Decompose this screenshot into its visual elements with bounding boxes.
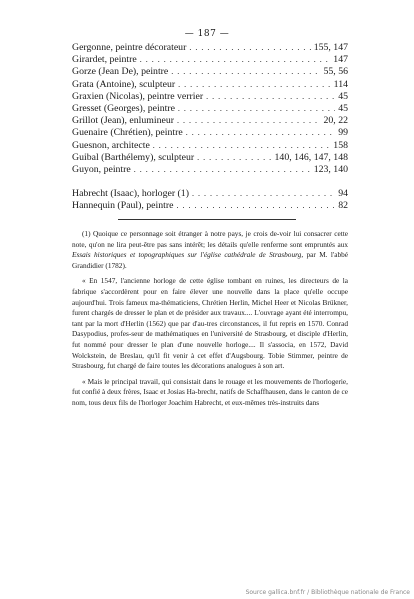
entry-name: Habrecht (Isaac), horloger (1) (72, 188, 189, 200)
entry-pages: 114 (333, 78, 348, 90)
separator-rule (118, 219, 296, 220)
footnote-paragraph (72, 229, 348, 271)
entry-pages: 94 (338, 188, 348, 200)
entry-pages: 155, 147 (313, 42, 348, 53)
page-number: — 187 — (184, 29, 230, 39)
entry-name: Guesnon, architecte (72, 139, 150, 151)
entry-name: Graxien (Nicolas), peintre verrier (72, 90, 204, 102)
cited-work-title: Essais historiques et topographiques sur l'église cathédrale de Strasbourg (72, 250, 302, 260)
entry-name: Gresset (Georges), peintre (72, 102, 175, 114)
index-entry (72, 164, 348, 176)
index-entry (72, 42, 348, 54)
index-entry (72, 127, 348, 139)
entry-name: Guyon, peintre (72, 163, 131, 175)
footnote-block (72, 229, 348, 414)
index-list (72, 42, 348, 212)
index-entry (72, 79, 348, 91)
entry-pages: 20, 22 (323, 115, 348, 127)
index-entry (72, 103, 348, 115)
source-credit: Source gallica.bnf.fr / Bibliothèque nationale de France (245, 589, 410, 596)
footnote-text: , par M. l'abbé Grandidier (1782). (72, 250, 348, 270)
index-entry (72, 54, 348, 66)
entry-name: Guibal (Barthélemy), sculpteur (72, 151, 195, 163)
index-entry (72, 140, 348, 152)
entry-name: Gorze (Jean De), peintre (72, 66, 169, 78)
index-entry (72, 152, 348, 164)
entry-pages: 147 (333, 54, 348, 66)
index-entry (72, 91, 348, 103)
entry-pages: 158 (333, 139, 348, 151)
entry-name: Grata (Antoine), sculpteur (72, 78, 176, 90)
entry-pages: 123, 140 (313, 163, 348, 175)
entry-name: Gergonne, peintre décorateur (72, 42, 187, 53)
entry-pages: 140, 146, 147, 148 (274, 151, 348, 163)
entry-pages: 82 (338, 200, 348, 212)
entry-pages: 55, 56 (323, 66, 348, 78)
entry-name: Grillot (Jean), enlumineur (72, 115, 175, 127)
index-entry (72, 200, 348, 212)
footnote-paragraph: « Mais le principal travail, qui consistait dans le rouage et les mouvements de l'horlogerie, fut confié à deux frères, Isaac et Josias Ha-brecht, natifs de Schaffhausen, dans le canton de ce nom, tous deux fils de l'horloger Joachim Habrecht, et eux-mêmes très-instruits dans (72, 376, 348, 407)
entry-name: Girardet, peintre (72, 54, 137, 66)
index-entry (72, 188, 348, 200)
entry-name: Guenaire (Chrétien), peintre (72, 127, 183, 139)
footnote-paragraph: « En 1547, l'ancienne horloge de cette église tombant en ruines, les directeurs de la fabrique s'accordèrent pour en faire élever une nouvelle dans la place qu'elle occupe aujourd'hui. Trois fameux ma-thématiciens, Chrétien Herlin, Michel Heer et Nicolas Brükner, furent chargés de dresser le plan et de présider aux travaux.... L'ouvrage ayant été interrompu, tant par la mort d'Herlin (1562) que par d'au-tres circonstances, il fut repris en 1570. Conrad Dasypodius, profes-seur de mathématiques en l'université de Strasbourg, et disciple d'Herlin, fut nommé pour dresser le plan d'une nouvelle horloge.... Il s'associa, en 1572, David Wolckstein, de Breslau, qu'il fit venir à cet effet d'Augsbourg. Tobie Stimmer, peintre de Strasbourg, fut chargé de faire toutes les décorations analogues à son art. (72, 276, 348, 371)
footnote-text: (1) Quoique ce personnage soit étranger à notre pays, je crois de-voir lui consacrer cette note, qu'on ne lira peut-être pas sans intérêt; les détails qu'elle renferme sont empruntés aux (72, 229, 348, 249)
entry-name: Hannequin (Paul), peintre (72, 200, 174, 212)
entry-pages: 99 (338, 127, 348, 139)
entry-pages: 45 (338, 102, 348, 114)
index-entry (72, 66, 348, 78)
index-entry (72, 115, 348, 127)
entry-pages: 45 (338, 90, 348, 102)
